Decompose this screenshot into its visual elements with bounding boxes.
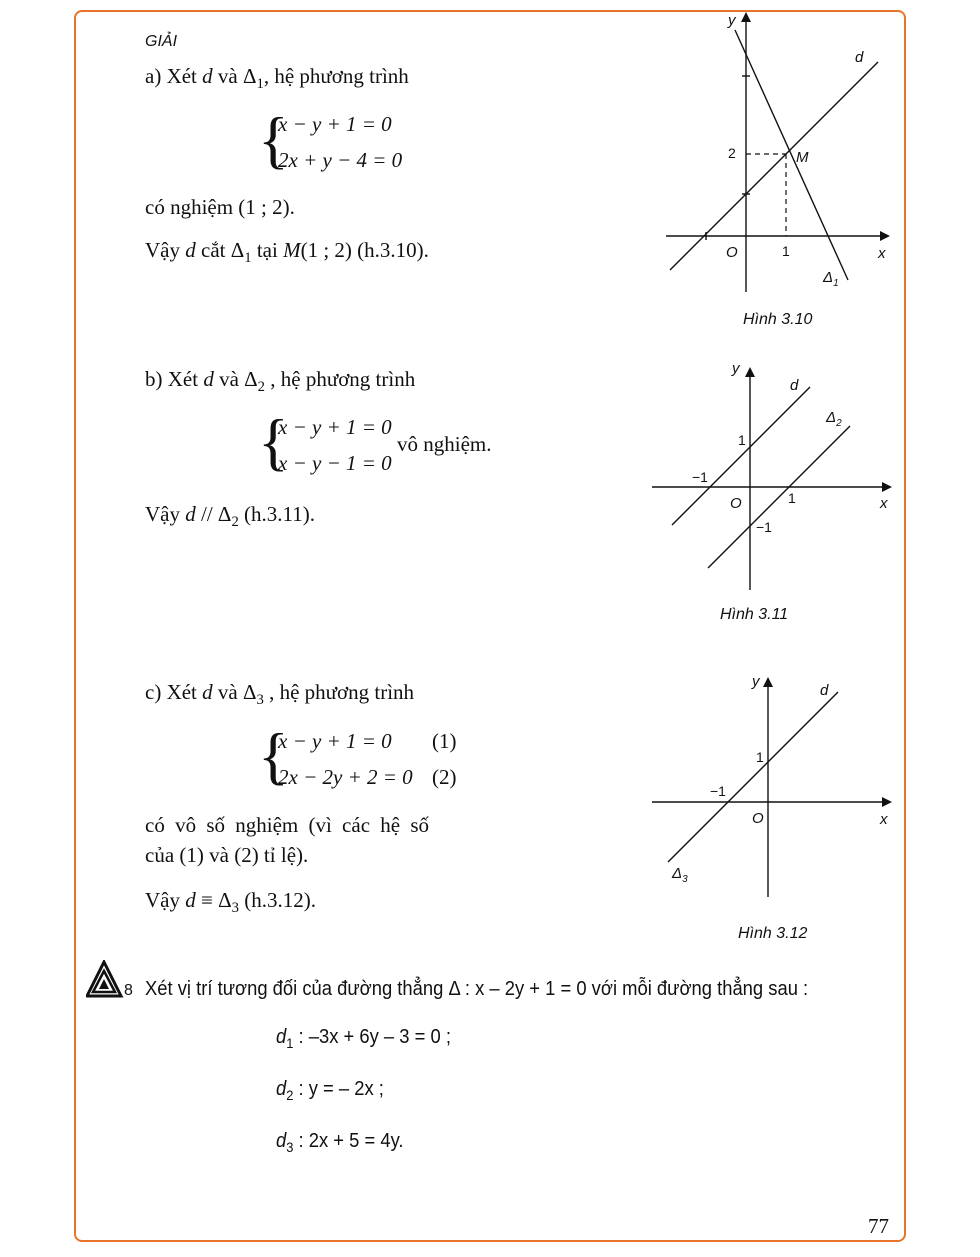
fig3-x-arrow: [882, 797, 892, 807]
fig3-x-label: x: [880, 811, 888, 828]
figure-3-12: [645, 668, 900, 903]
fig3-d-label: d: [820, 682, 829, 699]
section-heading: GIẢI: [145, 33, 178, 50]
part-c-eq2: 2x − 2y + 2 = 0: [278, 765, 413, 789]
figure-3-10: [660, 8, 900, 298]
part-a-result: có nghiệm (1 ; 2).: [145, 195, 295, 219]
fig2-delta-label: $\Delta_2$: [826, 409, 842, 429]
fig1-m-label: M: [796, 149, 809, 166]
part-a-eq2: 2x + y − 4 = 0: [278, 148, 403, 172]
part-b-brace: {: [258, 406, 289, 477]
part-c-eq1: x − y + 1 = 0: [278, 729, 392, 753]
fig1-x-arrow: [880, 231, 890, 241]
triangle-activity-icon: [86, 960, 126, 1000]
fig3-delta-label: $\Delta_3$: [672, 865, 688, 885]
fig2-tick-label-y1: 1: [738, 432, 746, 448]
page-number: 77: [868, 1214, 889, 1238]
fig3-tick-label-y1: 1: [756, 749, 764, 765]
fig1-x-label: x: [878, 245, 886, 262]
fig1-d-label: d: [855, 49, 864, 66]
exercise-item-d3: $d_3$ : 2x + 5 = 4y.: [276, 1130, 404, 1155]
fig1-y-label: y: [728, 12, 736, 29]
fig3-origin-label: O: [752, 810, 764, 827]
fig3-line-d: [668, 692, 838, 862]
fig3-y-label: y: [752, 673, 760, 690]
caption-3-10: Hình 3.10: [743, 311, 813, 328]
caption-3-12: Hình 3.12: [738, 925, 808, 942]
part-c-brace: {: [258, 720, 289, 791]
fig1-y-arrow: [741, 12, 751, 22]
part-c-eq1-tag: (1): [432, 729, 457, 753]
fig2-origin-label: O: [730, 495, 742, 512]
figure-3-11: [645, 355, 900, 595]
part-a-intro: a) Xét d và $\Delta_1$, hệ phương trình: [145, 64, 409, 93]
part-c-eq2-tag: (2): [432, 765, 457, 789]
part-c-result-line1: có vô số nghiệm (vì các hệ số: [145, 813, 430, 837]
part-b-conclusion: Vậy d // $\Delta_2$ (h.3.11).: [145, 502, 315, 531]
part-b-intro: b) Xét d và $\Delta_2$ , hệ phương trình: [145, 367, 416, 396]
fig2-tick-label-xm1: −1: [692, 469, 708, 485]
part-b-result: vô nghiệm.: [397, 432, 492, 456]
fig2-tick-label-ym1: −1: [756, 519, 772, 535]
fig1-tick-label-2: 2: [728, 145, 736, 161]
part-c-result-line2: của (1) và (2) tỉ lệ).: [145, 843, 309, 867]
fig2-y-label: y: [732, 360, 740, 377]
fig1-line-d: [670, 62, 878, 270]
part-a-eq1: x − y + 1 = 0: [278, 112, 392, 136]
caption-3-11: Hình 3.11: [720, 606, 789, 623]
fig1-origin-label: O: [726, 244, 738, 261]
part-c-intro: c) Xét d và $\Delta_3$ , hệ phương trình: [145, 680, 415, 709]
part-c-conclusion: Vậy $d \equiv \Delta_3$ (h.3.12).: [145, 888, 316, 917]
part-a-conclusion: Vậy d cắt $\Delta_1$ tại M(1 ; 2) (h.3.10).: [145, 238, 429, 267]
part-b-eq2: x − y − 1 = 0: [278, 451, 392, 475]
exercise-number: 8: [124, 982, 133, 999]
fig1-tick-label-1: 1: [782, 243, 790, 259]
fig2-x-label: x: [880, 495, 888, 512]
fig2-x-arrow: [882, 482, 892, 492]
part-b-eq1: x − y + 1 = 0: [278, 415, 392, 439]
exercise-item-d2: $d_2$ : y = – 2x ;: [276, 1078, 384, 1103]
exercise-item-d1: $d_1$ : –3x + 6y – 3 = 0 ;: [276, 1026, 451, 1051]
fig1-line-delta1: [735, 30, 848, 280]
fig2-d-label: d: [790, 377, 799, 394]
fig3-tick-label-xm1: −1: [710, 783, 726, 799]
exercise-prompt: Xét vị trí tương đối của đường thẳng Δ : x – 2y + 1 = 0 với mỗi đường thẳng sau :: [145, 978, 809, 1000]
fig2-y-arrow: [745, 367, 755, 377]
fig3-y-arrow: [763, 677, 773, 687]
fig2-tick-label-x1: 1: [788, 490, 796, 506]
fig1-delta-label: $\Delta_1$: [823, 269, 839, 289]
part-a-brace: {: [258, 104, 289, 175]
